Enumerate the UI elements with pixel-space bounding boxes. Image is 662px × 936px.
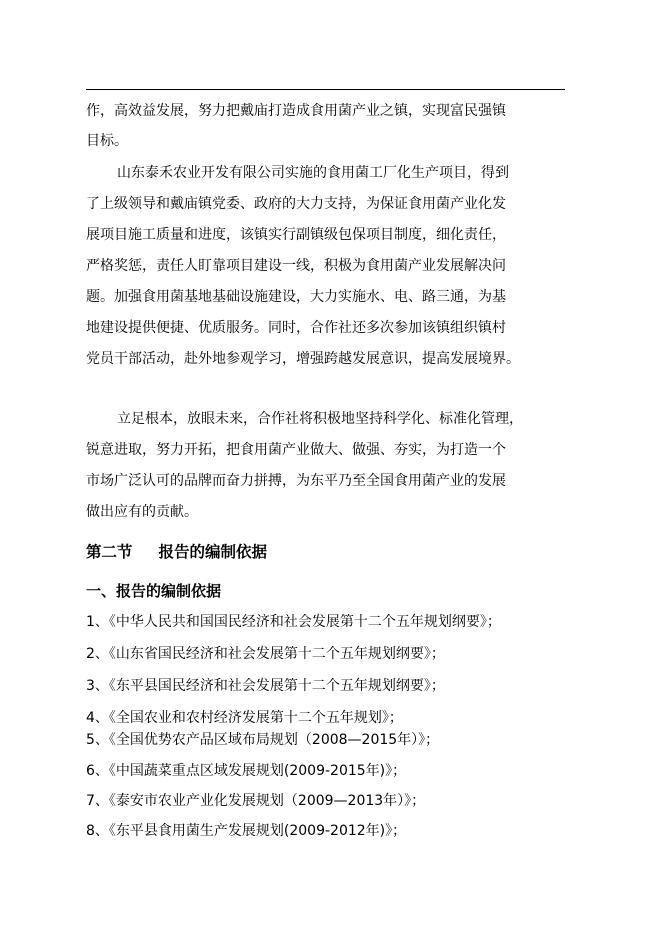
text-line: 严格奖惩，责任人盯靠项目建设一线，积极为食用菌产业发展解决问 (86, 258, 506, 274)
reference-item: 3、《东平县国民经济和社会发展第十二个五年规划纲要》； (86, 678, 445, 694)
section-title: 报告的编制依据 (158, 543, 268, 561)
text-line: 了上级领导和戴庙镇党委、政府的大力支持，为保证食用菌产业化发 (86, 196, 506, 212)
text-line: 做出应有的贡献。 (86, 504, 198, 520)
text-line: 市场广泛认可的品牌而奋力拼搏，为东平乃至全国食用菌产业的发展 (86, 473, 506, 489)
text-line: 山东泰禾农业开发有限公司实施的食用菌工厂化生产项目，得到 (117, 165, 509, 181)
reference-item: 7、《泰安市农业产业化发展规划（2009—2013年）》； (86, 793, 426, 809)
text-line: 锐意进取，努力开拓，把食用菌产业做大、做强、夯实，为打造一个 (86, 442, 506, 458)
reference-item: 8、《东平县食用菌生产发展规划(2009-2012年)》； (86, 823, 407, 839)
text-line: 立足根本，放眼未来，合作社将积极地坚持科学化、标准化管理， (117, 411, 523, 427)
section-number: 第二节 (86, 543, 133, 561)
reference-item: 5、《全国优势农产品区域布局规划（2008—2015年）》； (86, 732, 440, 748)
reference-item: 6、《中国蔬菜重点区域发展规划(2009-2015年)》； (86, 763, 407, 779)
subsection-heading: 一、报告的编制依据 (86, 582, 222, 600)
section-heading (86, 541, 267, 563)
text-line: 展项目施工质量和进度，该镇实行副镇级包保项目制度，细化责任， (86, 227, 506, 243)
text-line: 题。加强食用菌基地基础设施建设，大力实施水、电、路三通，为基 (86, 289, 506, 305)
reference-item: 4、《全国农业和农村经济发展第十二个五年规划》； (86, 710, 403, 726)
text-line: 作，高效益发展，努力把戴庙打造成食用菌产业之镇，实现富民强镇 (86, 103, 506, 119)
text-line: 党员干部活动，赴外地参观学习，增强跨越发展意识，提高发展境界。 (86, 351, 520, 367)
text-line: 地建设提供便捷、优质服务。同时，合作社还多次参加该镇组织镇村 (86, 320, 506, 336)
header-rule (86, 89, 565, 90)
text-line: 目标。 (86, 133, 128, 149)
reference-item: 2、《山东省国民经济和社会发展第十二个五年规划纲要》； (86, 646, 445, 662)
reference-item: 1、《中华人民共和国国民经济和社会发展第十二个五年规划纲要》； (86, 614, 501, 630)
